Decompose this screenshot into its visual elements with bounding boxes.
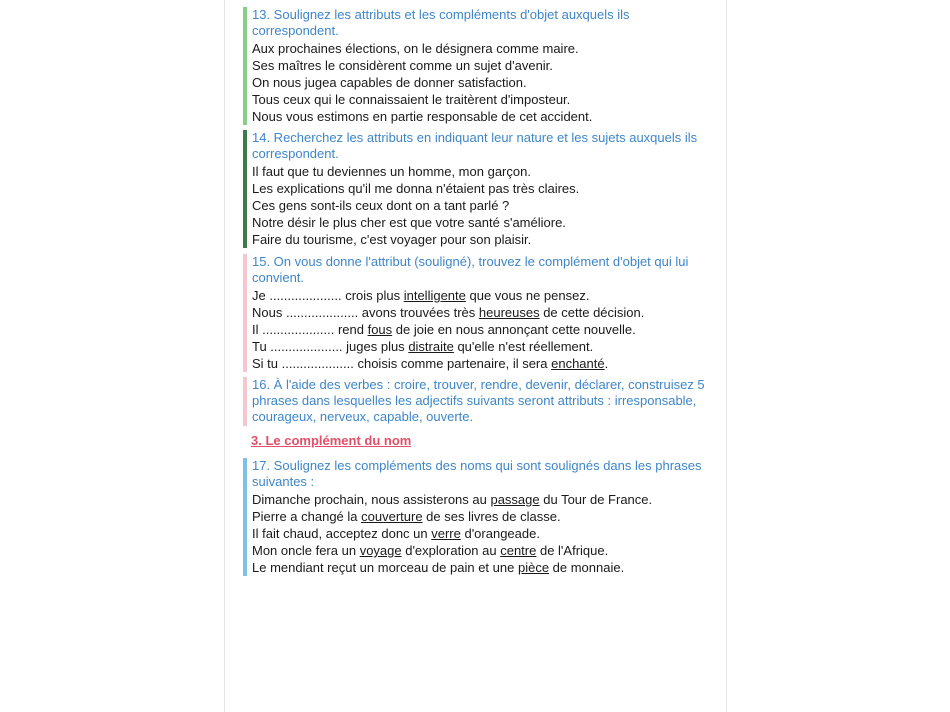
underlined-noun: couverture — [361, 509, 423, 524]
exercise-17-line: Mon oncle fera un voyage d'exploration au centre de l'Afrique. — [252, 543, 609, 558]
section-heading: 3. Le complément du nom — [251, 433, 412, 448]
exercise-17 — [243, 458, 713, 576]
exercise-17-line: Pierre a changé la couverture de ses livres de classe. — [252, 509, 561, 524]
underlined-noun: passage — [490, 492, 540, 507]
underlined-attribute: intelligente — [403, 288, 466, 303]
exercise-15-line: Tu .................... juges plus distraite qu'elle n'est réellement. — [252, 339, 594, 354]
exercise-15 — [243, 254, 713, 372]
underlined-noun: voyage — [359, 543, 402, 558]
exercise-15-line: Nous .................... avons trouvées très heureuses de cette décision. — [252, 305, 645, 320]
exercise-16 — [243, 377, 713, 426]
exercise-17-title: 17. Soulignez les compléments des noms qui sont soulignés dans les phrases suivantes : — [252, 458, 702, 489]
underlined-attribute: distraite — [408, 339, 454, 354]
exercise-16-title: 16. À l'aide des verbes : croire, trouver, rendre, devenir, déclarer, construisez 5 phrases dans lesquelles les adjectifs suivants seront attributs : irresponsable, courageux, nerveux, capable, ouverte. — [252, 377, 705, 424]
exercise-15-line: Il .................... rend fous de joie en nous annonçant cette nouvelle. — [252, 322, 636, 337]
underlined-noun: verre — [431, 526, 461, 541]
worksheet-page — [224, 0, 727, 712]
exercise-14-line: Il faut que tu deviennes un homme, mon garçon. — [252, 164, 531, 179]
exercise-14-title: 14. Recherchez les attributs en indiquant leur nature et les sujets auxquels ils correspondent. — [252, 130, 698, 161]
exercise-14 — [243, 130, 713, 248]
exercise-13-line: On nous jugea capables de donner satisfaction. — [252, 75, 527, 90]
exercise-13-title: 13. Soulignez les attributs et les compléments d'objet auxquels ils correspondent. — [252, 7, 630, 38]
exercise-13-line: Nous vous estimons en partie responsable de cet accident. — [252, 109, 593, 124]
exercise-17-line: Il fait chaud, acceptez donc un verre d'orangeade. — [252, 526, 540, 541]
exercise-14-line: Faire du tourisme, c'est voyager pour son plaisir. — [252, 232, 532, 247]
underlined-attribute: enchanté — [551, 356, 605, 371]
underlined-attribute: heureuses — [478, 305, 540, 320]
exercise-14-line: Les explications qu'il me donna n'étaient pas très claires. — [252, 181, 580, 196]
exercise-14-line: Ces gens sont-ils ceux dont on a tant parlé ? — [252, 198, 510, 213]
exercise-13 — [243, 7, 713, 125]
exercise-15-line: Si tu .................... choisis comme partenaire, il sera enchanté. — [252, 356, 609, 371]
underlined-attribute: fous — [367, 322, 393, 337]
exercise-17-line: Le mendiant reçut un morceau de pain et une pièce de monnaie. — [252, 560, 625, 575]
exercise-13-line: Tous ceux qui le connaissaient le traitèrent d'imposteur. — [252, 92, 571, 107]
exercise-15-title: 15. On vous donne l'attribut (souligné), trouvez le complément d'objet qui lui convient. — [252, 254, 689, 285]
underlined-noun: centre — [500, 543, 537, 558]
exercise-17-line: Dimanche prochain, nous assisterons au passage du Tour de France. — [252, 492, 653, 507]
exercise-14-line: Notre désir le plus cher est que votre santé s'améliore. — [252, 215, 566, 230]
exercise-15-line: Je .................... crois plus intelligente que vous ne pensez. — [252, 288, 590, 303]
exercise-13-line: Aux prochaines élections, on le désignera comme maire. — [252, 41, 579, 56]
underlined-noun: pièce — [517, 560, 550, 575]
exercise-13-line: Ses maîtres le considèrent comme un sujet d'avenir. — [252, 58, 553, 73]
